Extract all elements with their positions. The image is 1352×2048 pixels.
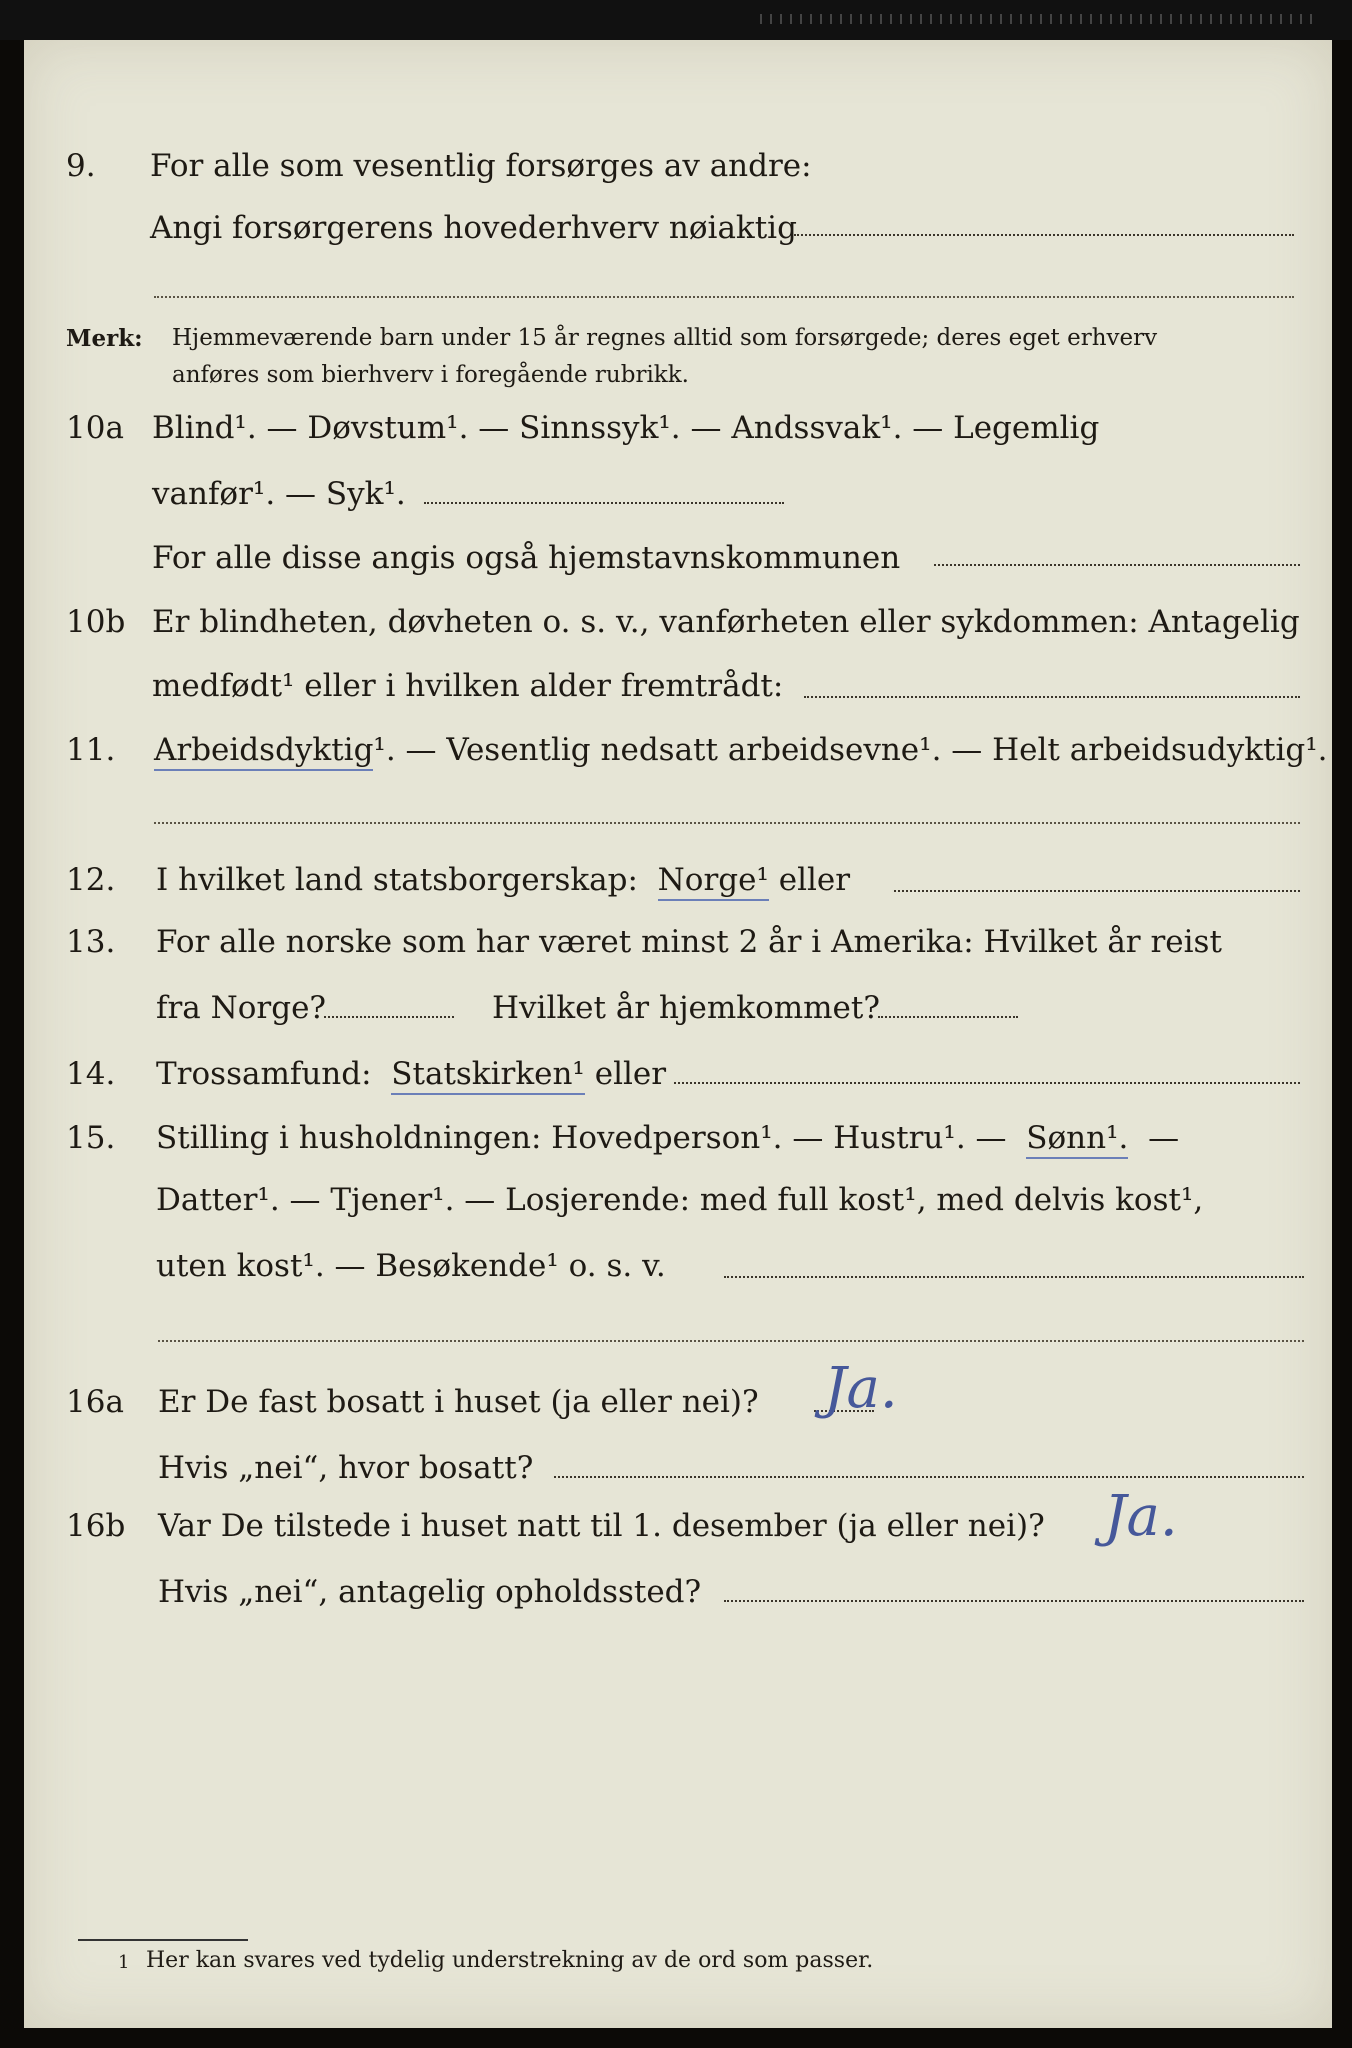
question-10a-options: Blind¹. — Døvstum¹. — Sinnssyk¹. — Andssvak¹. — Legemlig — [152, 410, 1100, 446]
question-15-line-2: Datter¹. — Tjener¹. — Losjerende: med full kost¹, med delvis kost¹, — [156, 1182, 1204, 1218]
question-13-text: For alle norske som har været minst 2 år i Amerika: Hvilket år reist — [156, 924, 1222, 960]
question-11-selected-option[interactable]: Arbeidsdyktig — [154, 732, 373, 771]
question-13-number: 13. — [66, 924, 116, 960]
question-9-number: 9. — [66, 148, 96, 184]
question-9-answer-line[interactable] — [794, 234, 1294, 236]
question-12-number: 12. — [66, 862, 116, 898]
question-12-or: eller — [778, 862, 851, 898]
question-16b-prompt: Hvis „nei“, antagelig opholdssted? — [158, 1574, 702, 1610]
question-10a-number: 10a — [66, 410, 124, 446]
question-15-dash: — — [1148, 1120, 1180, 1156]
question-11-other-options: ¹. — Vesentlig nedsatt arbeidsevne¹. — Helt arbeidsudyktig¹. — [373, 732, 1328, 768]
question-14-number: 14. — [66, 1056, 116, 1092]
question-9-answer-line-2[interactable] — [154, 296, 1294, 298]
question-15-answer-line[interactable] — [724, 1276, 1304, 1278]
question-11-answer-line[interactable] — [154, 822, 1300, 824]
question-11-options — [154, 732, 1328, 768]
question-10b-prompt: medfødt¹ eller i hvilken alder fremtrådt: — [152, 668, 784, 704]
question-16b-text: Var De tilstede i huset natt til 1. desember (ja eller nei)? — [158, 1508, 1045, 1544]
question-15-options-1: Stilling i husholdningen: Hovedperson¹. — Hustru¹. — — [156, 1120, 1007, 1156]
question-12-text — [156, 862, 850, 898]
question-10b-number: 10b — [66, 604, 126, 640]
note-label: Merk: — [66, 325, 143, 352]
question-9-text: For alle som vesentlig forsørges av andre: — [150, 148, 812, 184]
question-13-hjemkommet-line[interactable] — [878, 1016, 1018, 1018]
question-16a-text: Er De fast bosatt i huset (ja eller nei)? — [158, 1384, 759, 1420]
question-15-line-1 — [156, 1120, 1179, 1156]
question-14-selected-option[interactable]: Statskirken¹ — [391, 1056, 585, 1095]
question-16b-number: 16b — [66, 1508, 126, 1544]
question-12-prompt: I hvilket land statsborgerskap: — [156, 862, 638, 898]
question-10a-prompt: For alle disse angis også hjemstavnskommunen — [152, 540, 901, 576]
question-10a-answer-line[interactable] — [424, 502, 784, 504]
question-13-reist-line[interactable] — [324, 1016, 454, 1018]
question-12-answer-line[interactable] — [894, 890, 1300, 892]
question-10a-options-2: vanfør¹. — Syk¹. — [152, 476, 406, 512]
question-9-prompt: Angi forsørgerens hovederhverv nøiaktig — [150, 210, 797, 246]
note-text-line-1: Hjemmeværende barn under 15 år regnes alltid som forsørgede; deres eget erhverv — [172, 325, 1158, 351]
footnote-text: Her kan svares ved tydelig understrekning av de ord som passer. — [146, 1948, 874, 1973]
question-14-prompt: Trossamfund: — [156, 1056, 372, 1092]
question-16a-handwritten-answer: Ja. — [824, 1356, 898, 1421]
footnote-rule — [78, 1939, 248, 1941]
question-14-answer-line[interactable] — [674, 1082, 1300, 1084]
note-text-line-2: anføres som bierhverv i foregående rubrikk. — [172, 362, 689, 388]
question-13-prompt-1: fra Norge? — [156, 990, 327, 1026]
question-14-or: eller — [594, 1056, 667, 1092]
question-16b-handwritten-answer: Ja. — [1104, 1484, 1178, 1549]
question-12-selected-option[interactable]: Norge¹ — [658, 862, 769, 901]
question-10a-kommune-line[interactable] — [934, 564, 1300, 566]
question-11-number: 11. — [66, 732, 116, 768]
scale-ticks — [0, 14, 1352, 24]
census-form-page — [24, 40, 1332, 2028]
question-15-answer-line-2[interactable] — [158, 1340, 1304, 1342]
question-10b-text: Er blindheten, døvheten o. s. v., vanførheten eller sykdommen: Antagelig — [152, 604, 1300, 640]
question-16a-prompt: Hvis „nei“, hvor bosatt? — [158, 1450, 534, 1486]
question-16a-bosatt-line[interactable] — [554, 1476, 1304, 1478]
question-16b-opholdssted-line[interactable] — [724, 1600, 1304, 1602]
question-13-prompt-2: Hvilket år hjemkommet? — [492, 990, 880, 1026]
question-15-line-3: uten kost¹. — Besøkende¹ o. s. v. — [156, 1248, 666, 1284]
footnote-mark: 1 — [118, 1952, 130, 1973]
question-14-text — [156, 1056, 666, 1092]
question-10b-answer-line[interactable] — [804, 696, 1300, 698]
question-15-number: 15. — [66, 1120, 116, 1156]
question-16a-number: 16a — [66, 1384, 124, 1420]
question-15-selected-option[interactable]: Sønn¹. — [1026, 1120, 1128, 1159]
scan-border-top — [0, 0, 1352, 40]
